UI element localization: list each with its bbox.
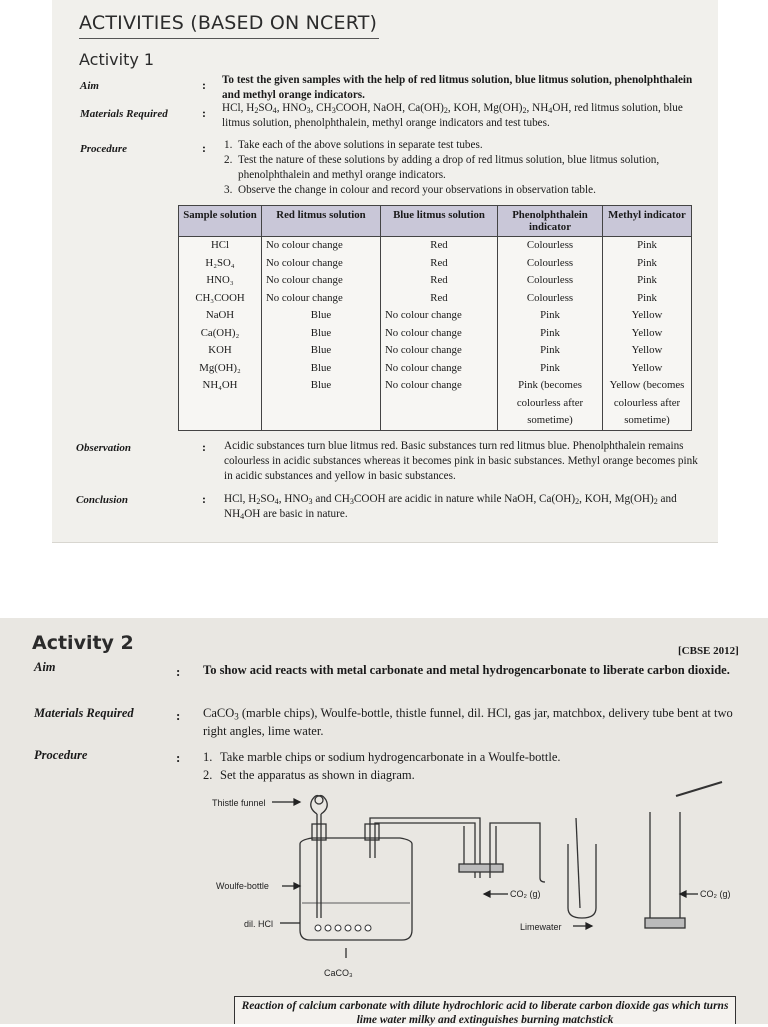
table-cell: Yellow (becomes colourless after sometime)	[603, 377, 692, 430]
table-cell: Colourless	[498, 237, 603, 255]
procedure-step: 3. Observe the change in colour and record your observations in observation table.	[224, 184, 596, 196]
table-cell: CH₃COOH	[179, 290, 262, 308]
observation-label: Observation	[76, 442, 131, 454]
table-cell: Pink	[603, 272, 692, 290]
table-cell: Mg(OH)₂	[179, 360, 262, 378]
table-cell: No colour change	[262, 255, 381, 273]
activity2-page	[0, 618, 768, 1024]
table-cell: Yellow	[603, 307, 692, 325]
section-title: ACTIVITIES (BASED ON NCERT)	[79, 12, 378, 34]
table-cell: Red	[381, 290, 498, 308]
observation-text: Acidic substances turn blue litmus red. Basic substances turn red litmus blue. Phenolphthalein remains colourless in acidic substances whereas it becomes pink in basic substances. Methyl orange becomes pink in acidic substances and yellow in basic substances.	[224, 440, 698, 482]
limewater-label: Limewater	[520, 922, 562, 932]
table-cell: Red	[381, 255, 498, 273]
dil-hcl-label: dil. HCl	[244, 919, 274, 929]
table-row	[179, 255, 692, 273]
colon: :	[202, 492, 206, 506]
table-cell: Blue	[262, 342, 381, 360]
table-cell: No colour change	[262, 272, 381, 290]
table-cell: Pink	[603, 255, 692, 273]
table-cell: Pink	[498, 342, 603, 360]
table-header: Sample solution	[179, 206, 262, 237]
table-cell: H₂SO₄	[179, 255, 262, 273]
materials-label: Materials Required	[80, 108, 168, 120]
table-cell: HCl	[179, 237, 262, 255]
table-cell: Blue	[262, 360, 381, 378]
table-cell: Colourless	[498, 272, 603, 290]
table-cell: No colour change	[262, 290, 381, 308]
co2-label: CO₂ (g)	[700, 889, 731, 899]
table-cell: Yellow	[603, 360, 692, 378]
activity1-page	[52, 0, 718, 543]
colon: :	[202, 78, 206, 92]
table-cell: Pink	[603, 290, 692, 308]
table-row	[179, 237, 692, 255]
table-cell: No colour change	[381, 307, 498, 325]
table-row	[179, 325, 692, 343]
table-cell: Colourless	[498, 255, 603, 273]
activity-title: Activity 1	[79, 50, 155, 69]
caco3-label: CaCO₃	[324, 968, 353, 978]
table-cell: No colour change	[381, 360, 498, 378]
procedure-step: 1. Take marble chips or sodium hydrogencarbonate in a Woulfe-bottle.	[203, 750, 561, 764]
procedure-label: Procedure	[80, 143, 128, 155]
table-cell: HNO₃	[179, 272, 262, 290]
table-cell: No colour change	[262, 237, 381, 255]
table-cell: Yellow	[603, 342, 692, 360]
table-header: Red litmus solution	[262, 206, 381, 237]
table-row	[179, 342, 692, 360]
table-row	[179, 290, 692, 308]
materials-text: HCl, $H_2SO_4$, $HNO_3$, $CH_3COOH$, NaOH, $Ca(OH)_2$, KOH, $Mg(OH)_2$, $NH_4OH$, red litmus solution, blue litmus solution, phenolphthalein, methyl orange indicators and test tubes.	[222, 102, 683, 129]
title-rule	[79, 38, 379, 39]
materials-text: CaCO$_3$ (marble chips), Woulfe-bottle, thistle funnel, dil. HCl, gas jar, matchbox, delivery tube bent at two right angles, lime water.	[203, 706, 733, 738]
table-header: Blue litmus solution	[381, 206, 498, 237]
conclusion-text: HCl, $H_2SO_4$, $HNO_3$ and $CH_3COOH$ are acidic in nature while NaOH, $Ca(OH)_2$, KOH, $Mg(OH)_2$ and $NH_4OH$ are basic in nature.	[224, 493, 677, 522]
table-cell: Ca(OH)₂	[179, 325, 262, 343]
table-cell: NH₄OH	[179, 377, 262, 430]
table-cell: KOH	[179, 342, 262, 360]
gas-jar	[650, 812, 680, 918]
diagram-caption: Reaction of calcium carbonate with dilute hydrochloric acid to liberate carbon dioxide gas which turns lime water milky and extinguishes burning matchstick	[234, 996, 736, 1024]
aim-label: Aim	[34, 660, 56, 674]
table-row	[179, 377, 692, 430]
observation-table	[178, 205, 692, 431]
apparatus-diagram	[0, 618, 768, 1024]
table-row	[179, 307, 692, 325]
conclusion-label: Conclusion	[76, 494, 128, 506]
procedure-step: 1. Take each of the above solutions in separate test tubes.	[224, 139, 483, 151]
table-cell: Blue	[262, 307, 381, 325]
procedure-label: Procedure	[34, 748, 88, 762]
aim-text: To show acid reacts with metal carbonate and metal hydrogencarbonate to liberate carbon dioxide.	[203, 663, 730, 677]
table-cell: No colour change	[381, 325, 498, 343]
procedure-step: 2. Set the apparatus as shown in diagram.	[203, 768, 415, 782]
table-cell: Pink	[498, 307, 603, 325]
table-cell: Blue	[262, 377, 381, 430]
table-cell: Red	[381, 237, 498, 255]
table-row	[179, 272, 692, 290]
table-cell: Pink	[498, 325, 603, 343]
table-header: Methyl indicator	[603, 206, 692, 237]
aim-text: To test the given samples with the help of red litmus solution, blue litmus solution, phenolphthalein and methyl orange indicators.	[222, 74, 693, 101]
table-cell: Red	[381, 272, 498, 290]
table-cell: Pink	[603, 237, 692, 255]
table-cell: Pink (becomes colourless after sometime)	[498, 377, 603, 430]
aim-label: Aim	[80, 80, 99, 92]
colon: :	[176, 750, 181, 765]
limewater-tube	[568, 844, 596, 918]
materials-label: Materials Required	[34, 706, 134, 720]
table-cell: NaOH	[179, 307, 262, 325]
colon: :	[202, 106, 206, 120]
procedure-step: 2. Test the nature of these solutions by adding a drop of red litmus solution, blue litmus solution, phenolphthalein and methyl orange indicators.	[224, 154, 660, 181]
woulfe-bottle-label: Woulfe-bottle	[216, 881, 269, 891]
table-cell: Blue	[262, 325, 381, 343]
colon: :	[202, 440, 206, 454]
table-row	[179, 360, 692, 378]
board-reference: [CBSE 2012]	[678, 645, 739, 657]
table-cell: No colour change	[381, 342, 498, 360]
table-cell: Colourless	[498, 290, 603, 308]
table-cell: Yellow	[603, 325, 692, 343]
colon: :	[202, 141, 206, 155]
marble-chips	[315, 925, 371, 931]
thistle-funnel-label: Thistle funnel	[212, 798, 266, 808]
procedure-steps	[224, 138, 704, 198]
co2-label: CO₂ (g)	[510, 889, 541, 899]
table-cell: Pink	[498, 360, 603, 378]
activity-title: Activity 2	[32, 632, 134, 654]
table-cell: No colour change	[381, 377, 498, 430]
colon: :	[176, 664, 181, 679]
table-header: Phenolphthalein indicator	[498, 206, 603, 237]
colon: :	[176, 708, 181, 723]
